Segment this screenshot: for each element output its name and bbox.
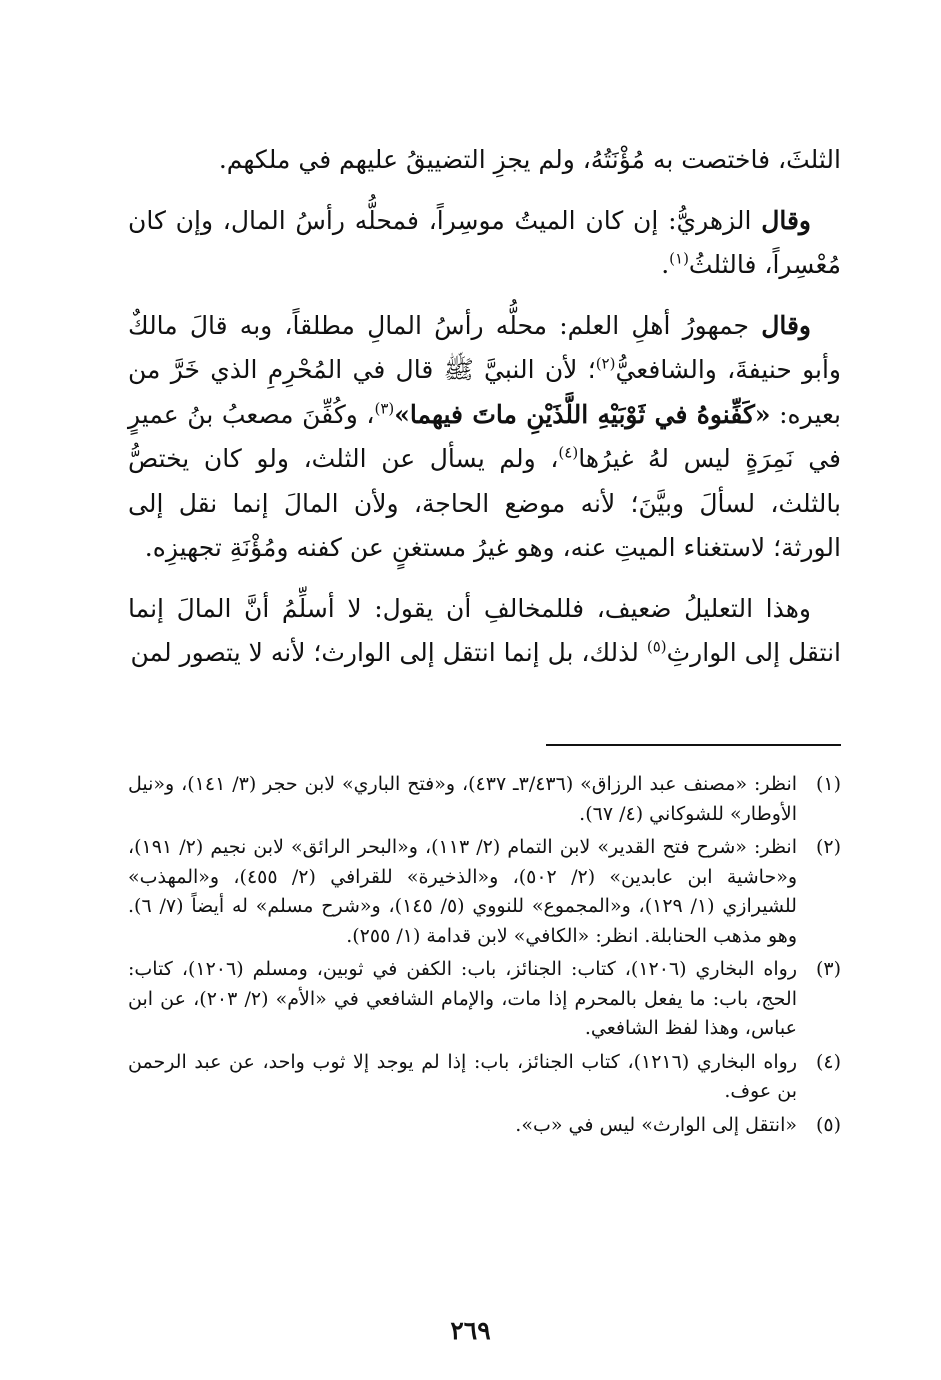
paragraph-2-text: الزهريُّ: إن كان الميتُ موسِراً، فمحلُّه رأسُ المال، وإن كان مُعْسِراً، فالثلثُ	[128, 205, 841, 279]
paragraph-2-lead: وقال	[761, 205, 811, 235]
footnote-item	[128, 1111, 841, 1141]
footnote-ref-3: (٣)	[374, 399, 395, 418]
footnote-number: (٤)	[815, 1050, 841, 1073]
paragraph-1-text: الثلثَ، فاختصت به مُؤْنَتُهُ، ولم يجزِ التضييقُ عليهم في ملكهم.	[218, 145, 841, 174]
footnotes-section	[128, 770, 841, 1144]
paragraph-4	[128, 587, 841, 676]
footnote-number: (٣)	[815, 958, 841, 980]
footnote-item	[128, 1048, 841, 1107]
footnote-separator	[546, 744, 841, 746]
footnote-ref-1: (١)	[669, 249, 689, 268]
footnote-number: (١)	[815, 773, 841, 795]
paragraph-3-lead: وقال	[761, 310, 811, 340]
footnote-item	[128, 833, 841, 951]
footnote-text: رواه البخاري (١٢١٦)، كتاب الجنائز، باب: إذا لم يوجد إلا ثوب واحد، عن عبد الرحمن بن عوف.	[128, 1050, 797, 1102]
paragraph-3-text-b: ؛ لأن النبيَّ ﷺ قال في المُحْرِمِ الذي خَرَّ من بعيره:	[128, 355, 842, 429]
footnote-ref-2: (٢)	[595, 354, 616, 373]
footnote-text: انظر: «شرح فتح القدير» لابن التمام (٢/ ١١٣)، و«البحر الرائق» لابن نجيم (٢/ ١٩١)، و«حاشية ابن عابدين» (٢/ ٥٠٢)، و«الذخيرة» للقرافي (٢/ ٤٥٥)، و«المهذب» للشيرازي (١/ ١٢٩)، و«المجموع» للنووي (٥/ ١٤٥)، و«شرح مسلم» له أيضاً (٧/ ٦). وهو مذهب الحنابلة. انظر: «الكافي» لابن قدامة (١/ ٢٥٥).	[128, 836, 797, 947]
footnote-text: انظر: «مصنف عبد الرزاق» (٣/٤٣٦ـ ٤٣٧)، و«فتح الباري» لابن حجر (٣/ ١٤١)، و«نيل الأوطار» للشوكاني (٤/ ٦٧).	[128, 773, 798, 825]
paragraph-3-text-d: ، ولم يسأل عن الثلث، ولو كان يختصُّ بالثلث، لسألَ وبيَّنَ؛ لأنه موضع الحاجة، ولأن المالَ إنما نقل إلى الورثة؛ لاستغناء الميتِ عنه، وهو غيرُ مستغنٍ عن كفنه ومُؤْنَةِ تجهيزِه.	[128, 444, 841, 562]
paragraph-2-end: .	[661, 250, 670, 279]
footnote-ref-5: (٥)	[646, 637, 667, 656]
paragraph-4-text-a: وهذا التعليلُ ضعيف، فللمخالفِ أن يقول: لا أسلِّمُ أنَّ المالَ إنما انتقل إلى الوارثِ	[128, 593, 841, 667]
paragraph-3-text-c: ، وكُفِّنَ مصعبُ بنُ عميرٍ في نَمِرَةٍ ليس لهُ غيرُها	[128, 399, 842, 473]
paragraph-3-text-a: جمهورُ أهلِ العلم: محلُّه رأسُ المالِ مطلقاً، وبه قالَ مالكٌ وأبو حنيفةَ، والشافعيُّ	[128, 310, 841, 384]
paragraph-2	[128, 199, 841, 288]
footnote-text: «انتقل إلى الوارث» ليس في «ب».	[515, 1113, 797, 1136]
paragraph-4-text-b: لذلك، بل إنما انتقل إلى الوارث؛ لأنه لا يتصور لمن	[130, 638, 647, 667]
hadith-quote: «كَفِّنوهُ في ثَوْبَيْهِ اللَّذَيْنِ ماتَ فيهما»	[394, 399, 771, 429]
footnote-item	[128, 955, 841, 1044]
footnote-ref-4: (٤)	[558, 443, 579, 462]
footnote-number: (٢)	[815, 836, 841, 858]
footnote-item	[128, 770, 841, 829]
paragraph-3	[128, 304, 841, 571]
page-number: ٢٦٩	[450, 1316, 491, 1345]
paragraph-1	[128, 138, 841, 183]
footnote-number: (٥)	[815, 1113, 841, 1136]
footnote-text: رواه البخاري (١٢٠٦)، كتاب: الجنائز، باب: الكفن في ثوبين، ومسلم (١٢٠٦)، كتاب: الحج، باب: ما يفعل بالمحرم إذا مات، والإمام الشافعي في «الأم» (٢/ ٢٠٣)، عن ابن عباس، وهذا لفظ الشافعي.	[128, 958, 797, 1039]
main-text-body	[128, 138, 841, 692]
